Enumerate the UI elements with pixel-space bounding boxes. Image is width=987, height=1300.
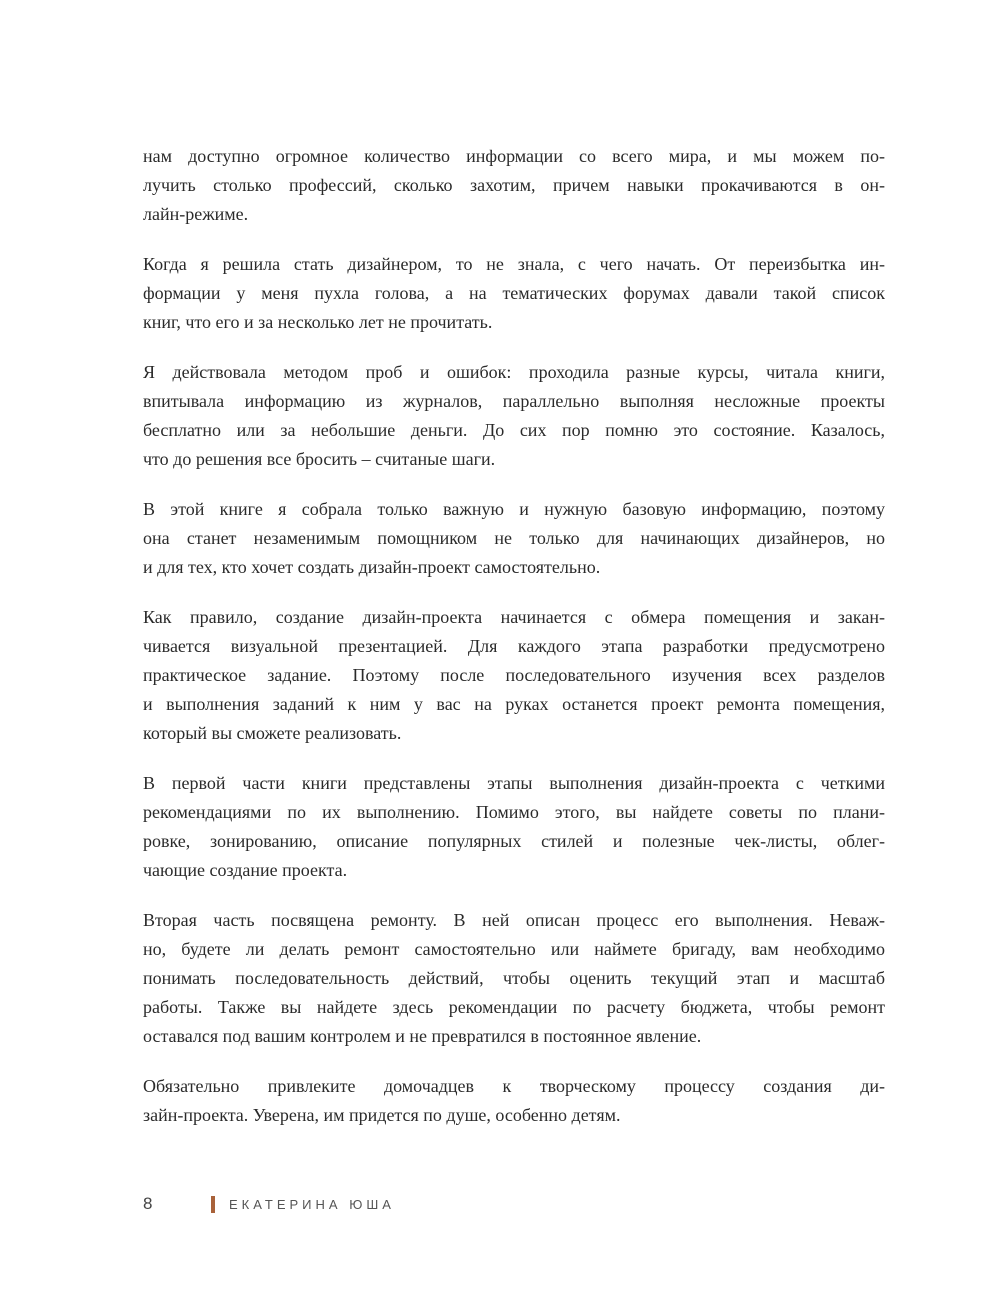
- text-line: что до решения все бросить – считаные шаги.: [143, 449, 496, 469]
- paragraph: [143, 906, 885, 1051]
- author-name: ЕКАТЕРИНА ЮША: [229, 1196, 395, 1212]
- text-line: Вторая часть посвящена ремонту. В ней описан процесс его выполнения. Неваж-: [143, 910, 885, 930]
- paragraph: [143, 142, 885, 229]
- text-line: чивается визуальной презентацией. Для каждого этапа разработки предусмотрено: [143, 636, 885, 656]
- paragraph: [143, 603, 885, 748]
- paragraph: [143, 769, 885, 885]
- accent-bar: [211, 1196, 215, 1213]
- text-line: лайн-режиме.: [143, 204, 249, 224]
- text-line: книг, что его и за несколько лет не прочитать.: [143, 312, 493, 332]
- text-line: и выполнения заданий к ним у вас на руках останется проект ремонта помещения,: [143, 694, 885, 714]
- text-line: рекомендациями по их выполнению. Помимо этого, вы найдете советы по плани-: [143, 802, 885, 822]
- text-line: формации у меня пухла голова, а на тематических форумах давали такой список: [143, 283, 885, 303]
- text-line: В первой части книги представлены этапы выполнения дизайн-проекта с четкими: [143, 773, 885, 793]
- text-line: нам доступно огромное количество информации со всего мира, и мы можем по-: [143, 146, 885, 166]
- text-line: Когда я решила стать дизайнером, то не знала, с чего начать. От переизбытка ин-: [143, 254, 885, 274]
- text-line: ровке, зонированию, описание популярных стилей и полезные чек-листы, облег-: [143, 831, 885, 851]
- text-line: оставался под вашим контролем и не превратился в постоянное явление.: [143, 1026, 702, 1046]
- text-line: она станет незаменимым помощником не только для начинающих дизайнеров, но: [143, 528, 885, 548]
- paragraph: [143, 358, 885, 474]
- page-footer: [143, 1193, 395, 1215]
- text-line: лучить столько профессий, сколько захотим, причем навыки прокачиваются в он-: [143, 175, 885, 195]
- text-line: работы. Также вы найдете здесь рекомендации по расчету бюджета, чтобы ремонт: [143, 997, 885, 1017]
- text-line: практическое задание. Поэтому после последовательного изучения всех разделов: [143, 665, 885, 685]
- text-line: чающие создание проекта.: [143, 860, 348, 880]
- paragraph: [143, 250, 885, 337]
- text-line: зайн-проекта. Уверена, им придется по душе, особенно детям.: [143, 1105, 621, 1125]
- text-line: впитывала информацию из журналов, параллельно выполняя несложные проекты: [143, 391, 885, 411]
- text-line: Обязательно привлеките домочадцев к творческому процессу создания ди-: [143, 1076, 885, 1096]
- text-line: бесплатно или за небольшие деньги. До сих пор помню это состояние. Казалось,: [143, 420, 885, 440]
- paragraph: [143, 495, 885, 582]
- text-line: который вы сможете реализовать.: [143, 723, 402, 743]
- page-number: 8: [143, 1194, 153, 1213]
- text-line: и для тех, кто хочет создать дизайн-проект самостоятельно.: [143, 557, 601, 577]
- text-line: но, будете ли делать ремонт самостоятельно или наймете бригаду, вам необходимо: [143, 939, 885, 959]
- text-line: Я действовала методом проб и ошибок: проходила разные курсы, читала книги,: [143, 362, 885, 382]
- text-line: В этой книге я собрала только важную и нужную базовую информацию, поэтому: [143, 499, 885, 519]
- paragraph: [143, 1072, 885, 1130]
- body-text: [143, 142, 885, 1151]
- text-line: понимать последовательность действий, чтобы оценить текущий этап и масштаб: [143, 968, 885, 988]
- text-line: Как правило, создание дизайн-проекта начинается с обмера помещения и закан-: [143, 607, 885, 627]
